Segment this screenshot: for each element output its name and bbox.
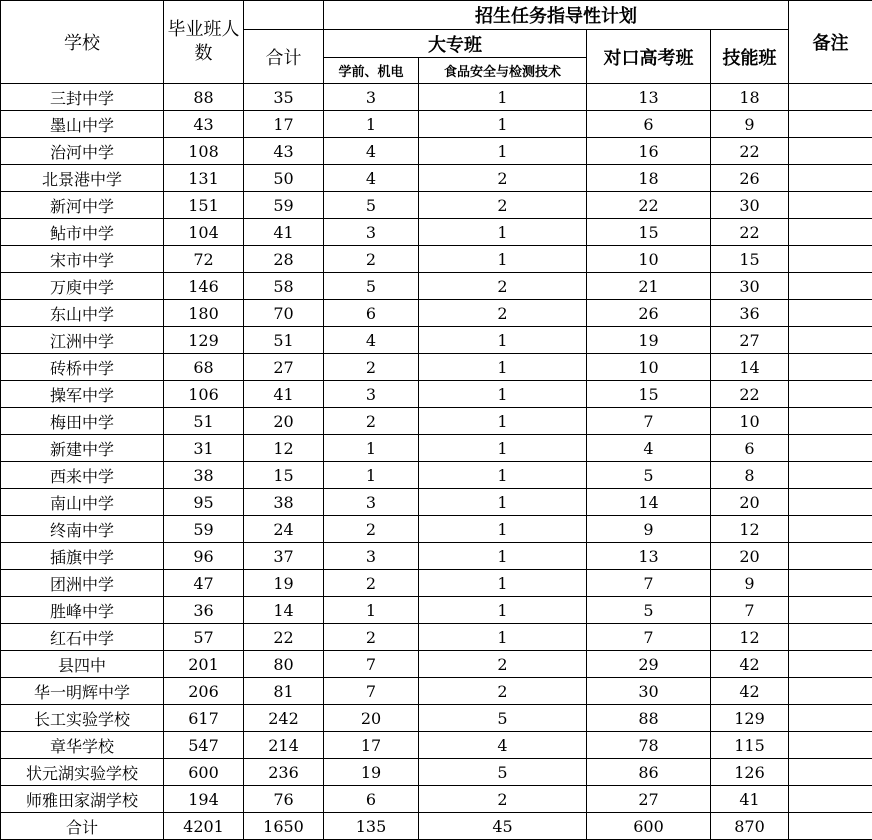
cell-xueqian: 3 [324,543,419,570]
cell-graduates: 68 [164,354,244,381]
cell-xueqian: 6 [324,786,419,813]
cell-duikou: 10 [587,246,711,273]
header-blank [244,1,324,30]
table-row [1,759,872,786]
cell-food: 4 [419,732,587,759]
cell-total: 59 [244,192,324,219]
cell-remark [789,354,872,381]
cell-remark [789,246,872,273]
header-jineng: 技能班 [711,30,789,84]
cell-school: 三封中学 [1,84,164,111]
header-remark: 备注 [789,1,872,84]
cell-food: 1 [419,462,587,489]
table-row [1,219,872,246]
cell-xueqian: 4 [324,327,419,354]
cell-duikou: 14 [587,489,711,516]
cell-duikou: 16 [587,138,711,165]
cell-school: 师雅田家湖学校 [1,786,164,813]
cell-xueqian: 2 [324,354,419,381]
table-row [1,84,872,111]
cell-total: 12 [244,435,324,462]
cell-xueqian: 6 [324,300,419,327]
cell-school: 终南中学 [1,516,164,543]
cell-xueqian: 2 [324,624,419,651]
cell-duikou: 19 [587,327,711,354]
cell-school: 华一明辉中学 [1,678,164,705]
cell-food: 1 [419,408,587,435]
table-row [1,111,872,138]
cell-remark [789,597,872,624]
cell-remark [789,435,872,462]
cell-food: 1 [419,624,587,651]
cell-total: 51 [244,327,324,354]
table-row [1,786,872,813]
cell-food: 1 [419,435,587,462]
cell-remark [789,192,872,219]
cell-remark [789,111,872,138]
cell-duikou: 86 [587,759,711,786]
cell-food: 1 [419,570,587,597]
cell-total: 27 [244,354,324,381]
cell-jineng: 115 [711,732,789,759]
cell-school: 插旗中学 [1,543,164,570]
cell-remark [789,84,872,111]
cell-remark [789,408,872,435]
table-row [1,678,872,705]
cell-school: 治河中学 [1,138,164,165]
cell-school: 墨山中学 [1,111,164,138]
table-row [1,246,872,273]
cell-xueqian: 17 [324,732,419,759]
table-row [1,651,872,678]
cell-total: 19 [244,570,324,597]
cell-duikou: 26 [587,300,711,327]
cell-graduates: 600 [164,759,244,786]
header-plan: 招生任务指导性计划 [324,1,789,30]
cell-jineng: 15 [711,246,789,273]
cell-total: 81 [244,678,324,705]
cell-total: 15 [244,462,324,489]
header-graduates: 毕业班人数 [164,1,244,84]
cell-jineng: 36 [711,300,789,327]
cell-school: 章华学校 [1,732,164,759]
cell-duikou: 15 [587,219,711,246]
cell-total: 28 [244,246,324,273]
cell-food: 1 [419,543,587,570]
cell-graduates: 47 [164,570,244,597]
cell-remark [789,543,872,570]
cell-school: 江洲中学 [1,327,164,354]
cell-school: 宋市中学 [1,246,164,273]
cell-school: 合计 [1,813,164,840]
cell-graduates: 617 [164,705,244,732]
cell-total: 80 [244,651,324,678]
cell-remark [789,300,872,327]
cell-jineng: 18 [711,84,789,111]
cell-xueqian: 4 [324,138,419,165]
cell-graduates: 180 [164,300,244,327]
cell-duikou: 7 [587,408,711,435]
cell-duikou: 27 [587,786,711,813]
cell-school: 团洲中学 [1,570,164,597]
cell-remark [789,381,872,408]
cell-graduates: 547 [164,732,244,759]
cell-jineng: 27 [711,327,789,354]
cell-remark [789,732,872,759]
cell-xueqian: 20 [324,705,419,732]
cell-duikou: 10 [587,354,711,381]
cell-remark [789,759,872,786]
header-food: 食品安全与检测技术 [419,58,587,84]
cell-graduates: 4201 [164,813,244,840]
cell-remark [789,489,872,516]
cell-school: 砖桥中学 [1,354,164,381]
cell-duikou: 600 [587,813,711,840]
cell-total: 41 [244,219,324,246]
cell-duikou: 13 [587,84,711,111]
cell-graduates: 131 [164,165,244,192]
cell-total: 17 [244,111,324,138]
cell-graduates: 108 [164,138,244,165]
cell-total: 1650 [244,813,324,840]
cell-duikou: 15 [587,381,711,408]
cell-remark [789,165,872,192]
cell-total: 236 [244,759,324,786]
cell-school: 状元湖实验学校 [1,759,164,786]
cell-remark [789,138,872,165]
cell-jineng: 26 [711,165,789,192]
cell-xueqian: 2 [324,408,419,435]
cell-duikou: 22 [587,192,711,219]
cell-food: 1 [419,597,587,624]
cell-remark [789,570,872,597]
table-row [1,489,872,516]
cell-duikou: 9 [587,516,711,543]
cell-school: 北景港中学 [1,165,164,192]
cell-graduates: 95 [164,489,244,516]
cell-remark [789,273,872,300]
cell-total: 22 [244,624,324,651]
cell-graduates: 106 [164,381,244,408]
cell-xueqian: 5 [324,192,419,219]
cell-food: 2 [419,192,587,219]
table-row [1,732,872,759]
cell-remark [789,219,872,246]
cell-school: 梅田中学 [1,408,164,435]
cell-school: 县四中 [1,651,164,678]
cell-xueqian: 7 [324,678,419,705]
cell-duikou: 21 [587,273,711,300]
cell-jineng: 10 [711,408,789,435]
cell-graduates: 129 [164,327,244,354]
cell-graduates: 96 [164,543,244,570]
cell-total: 43 [244,138,324,165]
header-duikou: 对口高考班 [587,30,711,84]
cell-remark [789,327,872,354]
cell-xueqian: 4 [324,165,419,192]
cell-jineng: 126 [711,759,789,786]
cell-jineng: 9 [711,111,789,138]
table-row [1,705,872,732]
cell-xueqian: 3 [324,381,419,408]
cell-jineng: 12 [711,516,789,543]
cell-food: 2 [419,300,587,327]
cell-xueqian: 2 [324,516,419,543]
table-row [1,327,872,354]
cell-jineng: 870 [711,813,789,840]
cell-food: 2 [419,786,587,813]
cell-duikou: 5 [587,597,711,624]
cell-duikou: 7 [587,624,711,651]
cell-school: 鲇市中学 [1,219,164,246]
cell-total: 38 [244,489,324,516]
header-xueqian: 学前、机电 [324,58,419,84]
cell-total: 242 [244,705,324,732]
cell-jineng: 8 [711,462,789,489]
total-row [1,813,872,840]
cell-total: 24 [244,516,324,543]
cell-xueqian: 135 [324,813,419,840]
cell-jineng: 22 [711,219,789,246]
cell-graduates: 194 [164,786,244,813]
cell-school: 南山中学 [1,489,164,516]
cell-jineng: 20 [711,543,789,570]
cell-jineng: 22 [711,138,789,165]
header-total: 合计 [244,30,324,84]
cell-duikou: 6 [587,111,711,138]
cell-total: 70 [244,300,324,327]
table-row [1,597,872,624]
cell-remark [789,786,872,813]
cell-food: 2 [419,273,587,300]
cell-food: 1 [419,327,587,354]
cell-graduates: 38 [164,462,244,489]
cell-remark [789,651,872,678]
cell-school: 胜峰中学 [1,597,164,624]
cell-duikou: 5 [587,462,711,489]
cell-school: 长工实验学校 [1,705,164,732]
cell-jineng: 30 [711,192,789,219]
cell-jineng: 7 [711,597,789,624]
cell-remark [789,678,872,705]
cell-food: 5 [419,705,587,732]
table-row [1,570,872,597]
cell-graduates: 57 [164,624,244,651]
table-row [1,165,872,192]
cell-duikou: 29 [587,651,711,678]
cell-jineng: 129 [711,705,789,732]
cell-total: 50 [244,165,324,192]
cell-graduates: 51 [164,408,244,435]
header-dazhuan: 大专班 [324,30,587,58]
cell-xueqian: 3 [324,489,419,516]
cell-jineng: 41 [711,786,789,813]
table-row [1,462,872,489]
table-row [1,516,872,543]
cell-xueqian: 3 [324,84,419,111]
cell-total: 58 [244,273,324,300]
cell-graduates: 31 [164,435,244,462]
cell-remark [789,624,872,651]
cell-xueqian: 2 [324,246,419,273]
cell-jineng: 20 [711,489,789,516]
cell-jineng: 12 [711,624,789,651]
cell-jineng: 22 [711,381,789,408]
cell-remark [789,516,872,543]
cell-jineng: 30 [711,273,789,300]
cell-jineng: 42 [711,651,789,678]
cell-xueqian: 1 [324,462,419,489]
cell-food: 1 [419,111,587,138]
cell-school: 万庾中学 [1,273,164,300]
cell-jineng: 9 [711,570,789,597]
cell-jineng: 6 [711,435,789,462]
cell-remark [789,462,872,489]
cell-food: 1 [419,381,587,408]
cell-food: 45 [419,813,587,840]
cell-graduates: 146 [164,273,244,300]
cell-total: 14 [244,597,324,624]
cell-graduates: 88 [164,84,244,111]
table-row [1,408,872,435]
table-row [1,354,872,381]
table-row [1,381,872,408]
cell-food: 1 [419,489,587,516]
cell-graduates: 72 [164,246,244,273]
table-row [1,273,872,300]
cell-school: 东山中学 [1,300,164,327]
cell-food: 1 [419,84,587,111]
cell-food: 1 [419,246,587,273]
cell-food: 1 [419,138,587,165]
table-row [1,138,872,165]
cell-food: 1 [419,354,587,381]
table-row [1,543,872,570]
cell-graduates: 104 [164,219,244,246]
cell-school: 新河中学 [1,192,164,219]
cell-total: 214 [244,732,324,759]
cell-school: 新建中学 [1,435,164,462]
cell-food: 1 [419,516,587,543]
cell-graduates: 151 [164,192,244,219]
table-row [1,624,872,651]
cell-duikou: 30 [587,678,711,705]
cell-total: 76 [244,786,324,813]
table-row [1,435,872,462]
cell-total: 37 [244,543,324,570]
cell-graduates: 206 [164,678,244,705]
table-row [1,300,872,327]
cell-duikou: 18 [587,165,711,192]
cell-duikou: 88 [587,705,711,732]
cell-school: 操军中学 [1,381,164,408]
cell-xueqian: 7 [324,651,419,678]
cell-graduates: 36 [164,597,244,624]
cell-food: 2 [419,165,587,192]
cell-xueqian: 3 [324,219,419,246]
cell-jineng: 42 [711,678,789,705]
cell-school: 西来中学 [1,462,164,489]
cell-graduates: 43 [164,111,244,138]
cell-food: 2 [419,678,587,705]
cell-xueqian: 2 [324,570,419,597]
cell-graduates: 201 [164,651,244,678]
header-school: 学校 [1,1,164,84]
cell-total: 35 [244,84,324,111]
cell-xueqian: 19 [324,759,419,786]
cell-xueqian: 1 [324,597,419,624]
cell-graduates: 59 [164,516,244,543]
cell-xueqian: 1 [324,111,419,138]
cell-xueqian: 1 [324,435,419,462]
cell-food: 2 [419,651,587,678]
cell-total: 20 [244,408,324,435]
cell-duikou: 7 [587,570,711,597]
cell-xueqian: 5 [324,273,419,300]
cell-jineng: 14 [711,354,789,381]
cell-duikou: 13 [587,543,711,570]
cell-remark [789,705,872,732]
cell-total: 41 [244,381,324,408]
cell-duikou: 78 [587,732,711,759]
cell-school: 红石中学 [1,624,164,651]
cell-duikou: 4 [587,435,711,462]
cell-food: 5 [419,759,587,786]
cell-food: 1 [419,219,587,246]
table-row [1,192,872,219]
cell-remark [789,813,872,840]
